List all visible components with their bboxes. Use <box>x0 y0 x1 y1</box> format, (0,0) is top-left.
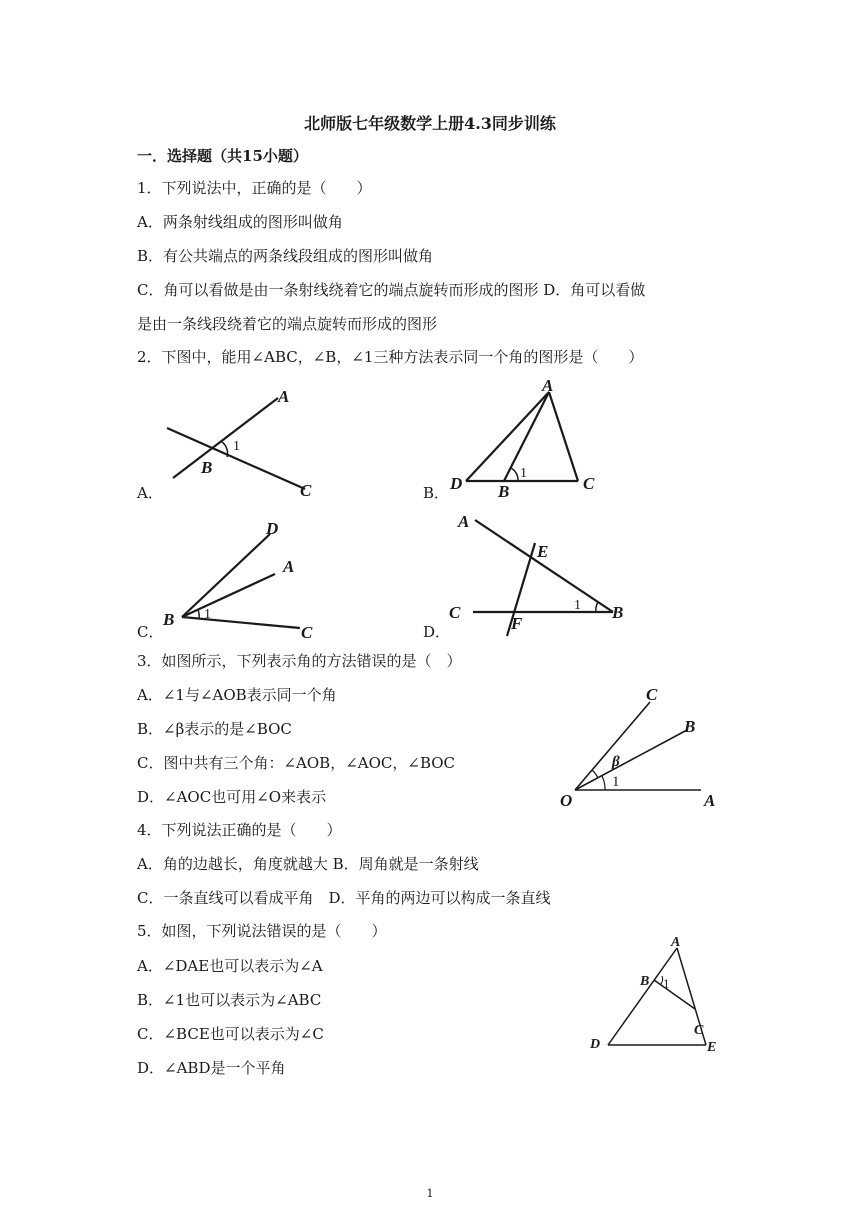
q3-label-beta: β <box>612 754 620 770</box>
q2b-label-c: C <box>583 474 595 493</box>
q2d-label-f: F <box>511 614 523 633</box>
q2-option-c-label: C． <box>137 623 164 641</box>
q5-angle-1: 1 <box>663 976 670 991</box>
q5-stem: 5．如图，下列说法错误的是（ ） <box>137 922 387 940</box>
q5-option-d: D．∠ABD是一个平角 <box>137 1059 286 1077</box>
q2d-label-c: C <box>449 603 461 622</box>
q2d-label-a: A <box>458 512 470 531</box>
q3-label-b: B <box>684 717 696 736</box>
q2-option-d-label: D． <box>423 623 451 641</box>
q5-label-d: D <box>590 1037 601 1052</box>
q3-label-c: C <box>646 685 658 704</box>
q1-stem: 1．下列说法中，正确的是（ ） <box>137 179 372 197</box>
q2c-label-a: A <box>283 557 295 576</box>
q2c-label-d: D <box>266 519 279 538</box>
q2-figure-d <box>445 508 640 638</box>
q3-angle-1: 1 <box>612 774 620 790</box>
q3-option-d: D．∠AOC也可用∠O来表示 <box>137 788 327 806</box>
q2-figure-a <box>160 383 330 498</box>
q3-label-o: O <box>560 791 573 810</box>
q3-label-a: A <box>704 791 716 810</box>
q5-label-c: C <box>694 1023 704 1038</box>
q2a-label-b: B <box>201 458 213 477</box>
q2-stem: 2．下图中，能用∠ABC，∠B，∠1三种方法表示同一个角的图形是（ ） <box>137 348 644 366</box>
q2b-angle-1: 1 <box>520 466 527 481</box>
q2b-label-a: A <box>542 376 554 395</box>
q2a-angle-1: 1 <box>233 439 240 454</box>
q2c-angle-1: 1 <box>204 607 211 622</box>
q2-figure-c <box>160 516 330 641</box>
q2-option-a-label: A． <box>137 484 163 502</box>
section-heading: 一．选择题（共15小题） <box>137 147 308 165</box>
q5-option-b: B．∠1也可以表示为∠ABC <box>137 991 322 1009</box>
q5-label-a: A <box>671 935 681 950</box>
q5-option-c: C．∠BCE也可以表示为∠C <box>137 1025 324 1043</box>
page-title: 北师版七年级数学上册4.3同步训练 <box>304 114 556 133</box>
q2-figure-b <box>448 375 608 501</box>
q2a-label-a: A <box>278 387 290 406</box>
q3-option-a: A．∠1与∠AOB表示同一个角 <box>137 686 337 704</box>
q2-option-b-label: B． <box>423 484 450 502</box>
q5-label-e: E <box>707 1040 717 1055</box>
q1-option-b: B．有公共端点的两条线段组成的图形叫做角 <box>137 247 434 265</box>
q3-stem: 3．如图所示，下列表示角的方法错误的是（ ） <box>137 652 462 670</box>
q3-figure <box>555 682 735 812</box>
q2c-label-b: B <box>163 610 175 629</box>
q1-option-a: A．两条射线组成的图形叫做角 <box>137 213 343 231</box>
q3-option-c: C．图中共有三个角：∠AOB，∠AOC，∠BOC <box>137 754 456 772</box>
q2d-label-b: B <box>612 603 624 622</box>
q2d-angle-1: 1 <box>574 598 581 613</box>
q1-option-cd-line2: 是由一条线段绕着它的端点旋转而形成的图形 <box>137 315 438 333</box>
q2c-label-c: C <box>301 623 313 642</box>
q4-stem: 4．下列说法正确的是（ ） <box>137 821 342 839</box>
q2b-label-b: B <box>498 482 510 501</box>
q3-option-b: B．∠β表示的是∠BOC <box>137 720 292 738</box>
q5-label-b: B <box>640 974 650 989</box>
q2a-label-c: C <box>300 481 312 500</box>
q5-figure <box>585 930 725 1056</box>
q4-option-cd: C．一条直线可以看成平角 D．平角的两边可以构成一条直线 <box>137 889 551 907</box>
q2b-label-d: D <box>450 474 463 493</box>
q1-option-cd-line1: C．角可以看做是由一条射线绕着它的端点旋转而形成的图形 D．角可以看做 <box>137 281 646 299</box>
q5-option-a: A．∠DAE也可以表示为∠A <box>137 957 323 975</box>
q4-option-ab: A．角的边越长，角度就越大 B．周角就是一条射线 <box>137 855 479 873</box>
q2d-label-e: E <box>537 542 549 561</box>
page-number: 1 <box>426 1187 434 1200</box>
